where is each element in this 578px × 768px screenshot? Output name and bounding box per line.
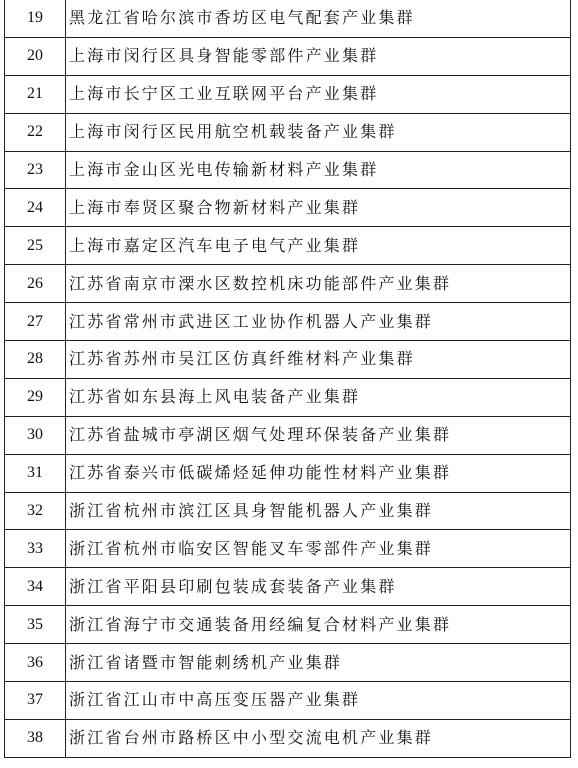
row-number: 30 [5,416,66,454]
table-row [5,378,571,416]
cluster-name: 黑龙江省哈尔滨市香坊区电气配套产业集群 [66,0,571,37]
table-row [5,75,571,113]
cluster-name: 上海市长宁区工业互联网平台产业集群 [66,75,571,113]
cluster-name: 浙江省台州市路桥区中小型交流电机产业集群 [66,719,571,757]
row-number: 33 [5,530,66,568]
cluster-name: 江苏省泰兴市低碳烯烃延伸功能性材料产业集群 [66,454,571,492]
row-number: 25 [5,227,66,265]
row-number: 32 [5,492,66,530]
table-row [5,265,571,303]
cluster-name: 浙江省平阳县印刷包装成套装备产业集群 [66,568,571,606]
row-number: 31 [5,454,66,492]
cluster-name: 上海市金山区光电传输新材料产业集群 [66,151,571,189]
table-row [5,0,571,37]
cluster-name: 上海市闵行区民用航空机载装备产业集群 [66,113,571,151]
industrial-cluster-table [4,0,571,758]
table-row [5,492,571,530]
table-row [5,37,571,75]
row-number: 20 [5,37,66,75]
table-body [5,0,571,757]
table-row [5,606,571,644]
cluster-name: 上海市奉贤区聚合物新材料产业集群 [66,189,571,227]
cluster-name: 浙江省海宁市交通装备用经编复合材料产业集群 [66,606,571,644]
cluster-name: 江苏省如东县海上风电装备产业集群 [66,378,571,416]
row-number: 19 [5,0,66,37]
row-number: 35 [5,606,66,644]
row-number: 38 [5,719,66,757]
cluster-name: 浙江省江山市中高压变压器产业集群 [66,682,571,720]
table-row [5,303,571,341]
row-number: 28 [5,341,66,379]
table-row [5,454,571,492]
cluster-name: 上海市嘉定区汽车电子电气产业集群 [66,227,571,265]
cluster-name: 浙江省杭州市滨江区具身智能机器人产业集群 [66,492,571,530]
table-row [5,719,571,757]
cluster-name: 浙江省诸暨市智能刺绣机产业集群 [66,644,571,682]
row-number: 26 [5,265,66,303]
cluster-name: 江苏省苏州市吴江区仿真纤维材料产业集群 [66,341,571,379]
row-number: 36 [5,644,66,682]
cluster-name: 江苏省盐城市亭湖区烟气处理环保装备产业集群 [66,416,571,454]
table-row [5,227,571,265]
cluster-name: 浙江省杭州市临安区智能叉车零部件产业集群 [66,530,571,568]
row-number: 37 [5,682,66,720]
table-row [5,682,571,720]
table-row [5,530,571,568]
table-row [5,151,571,189]
row-number: 22 [5,113,66,151]
cluster-name: 江苏省南京市溧水区数控机床功能部件产业集群 [66,265,571,303]
row-number: 29 [5,378,66,416]
row-number: 27 [5,303,66,341]
row-number: 24 [5,189,66,227]
cluster-name: 江苏省常州市武进区工业协作机器人产业集群 [66,303,571,341]
row-number: 34 [5,568,66,606]
table-row [5,341,571,379]
table-row [5,113,571,151]
cluster-name: 上海市闵行区具身智能零部件产业集群 [66,37,571,75]
table-row [5,189,571,227]
table-row [5,644,571,682]
row-number: 23 [5,151,66,189]
table-row [5,416,571,454]
row-number: 21 [5,75,66,113]
table-row [5,568,571,606]
